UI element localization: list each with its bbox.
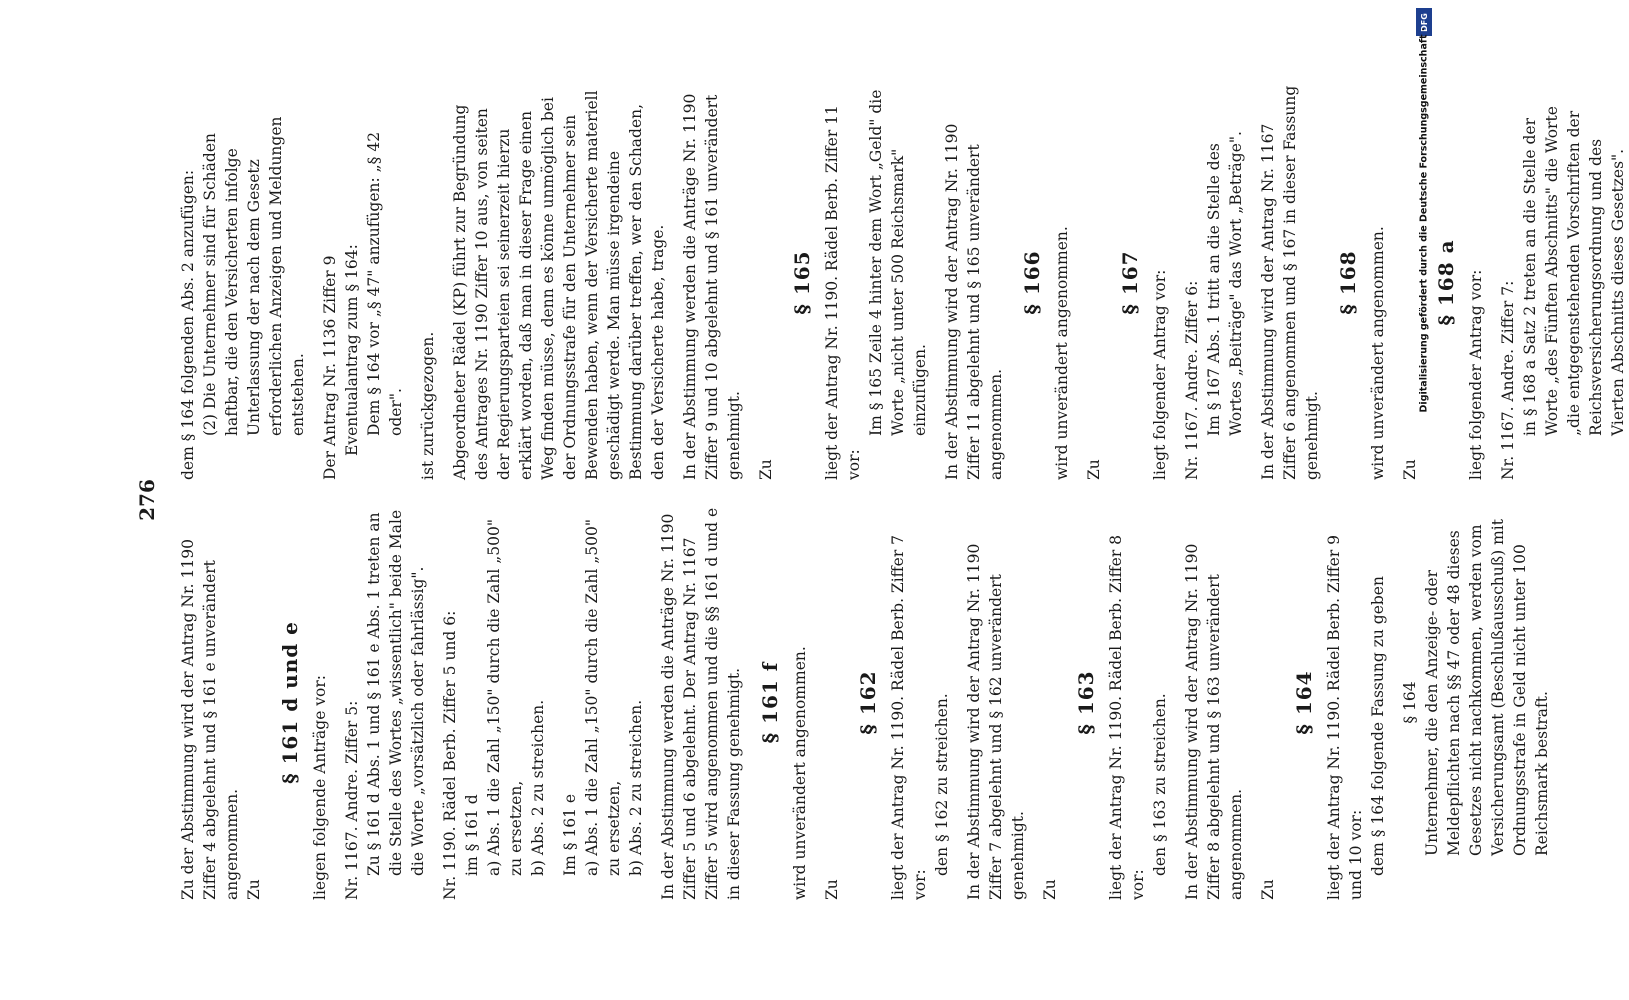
text-paragraph: dem § 164 folgenden Abs. 2 anzufügen: [179, 169, 197, 480]
text-paragraph: liegen folgende Anträge vor: [311, 674, 329, 900]
text-paragraph: In der Abstimmung werden die Anträge Nr. 1190 Ziffer 5 und 6 abgelehnt. Der Antrag Nr. 1167 Ziffer 5 wird angenommen und die §§ 161 d und e in dieser Fassung genehmigt. [659, 507, 743, 900]
dfg-logo-text: DFG [1419, 12, 1429, 32]
section-heading: § 161 f [758, 661, 782, 744]
text-paragraph: Eventualantrag zum § 164: [343, 244, 361, 456]
text-paragraph: liegt der Antrag Nr. 1190. Rädel Berb. Ziffer 11 vor: [823, 105, 863, 480]
page-number: 276 [135, 479, 159, 521]
text-paragraph: Nr. 1190. Rädel Berb. Ziffer 5 und 6: [441, 610, 459, 900]
text-paragraph: In der Abstimmung wird der Antrag Nr. 1190 Ziffer 11 abgelehnt und § 165 unverändert angenommen. [943, 123, 1005, 480]
text-paragraph: In der Abstimmung wird der Antrag Nr. 1190 Ziffer 8 abgelehnt und § 163 unverändert angenommen. [1183, 543, 1245, 900]
text-paragraph: a) Abs. 1 die Zahl „150" durch die Zahl „500" zu ersetzen, [583, 519, 623, 876]
text-paragraph: Zu [1259, 879, 1277, 900]
section-heading: § 162 [856, 670, 880, 735]
text-paragraph: im § 161 d [463, 794, 481, 876]
text-paragraph: In der Abstimmung wird der Antrag Nr. 1190 Ziffer 7 abgelehnt und § 162 unverändert genehmigt. [965, 543, 1027, 900]
text-paragraph: b) Abs. 2 zu streichen. [627, 699, 645, 876]
text-paragraph: (2) Die Unternehmer sind für Schäden haftbar, die den Versicherten infolge Unterlassung der nach dem Gesetz erforderlichen Anzeigen und Meldungen entstehen. [201, 116, 307, 436]
text-paragraph: Im § 161 e [561, 793, 579, 876]
text-paragraph: den § 162 zu streichen. [933, 693, 951, 876]
credit-text: Digitalisierung gefördert durch die Deutsche Forschungsgemeinschaft · [1418, 27, 1430, 413]
section-heading: § 168 [1336, 250, 1360, 315]
section-heading: § 166 [1020, 250, 1044, 315]
text-paragraph: Nr. 1167. Andre. Ziffer 7: [1499, 280, 1517, 480]
text-paragraph: Nr. 1167. Andre. Ziffer 5: [343, 700, 361, 900]
section-heading: § 165 [790, 250, 814, 315]
section-heading: § 161 d und e [278, 621, 302, 784]
text-paragraph: Zu der Abstimmung wird der Antrag Nr. 1190 Ziffer 4 abgelehnt und § 161 e unverändert angenommen. [179, 539, 241, 900]
text-paragraph: in § 168 a Satz 2 treten an die Stelle der Worte „des Fünften Abschnitts" die Worte „die entgegenstehenden Vorschriften der Reichsversicherungsordnung und des Vierten Abschnitts dieses Gesetzes". [1521, 106, 1627, 436]
text-paragraph: Zu § 161 d Abs. 1 und § 161 e Abs. 1 treten an die Stelle des Wortes „wissentlich" beide Male die Worte „vorsätzlich oder fahrlässig". [365, 509, 427, 876]
text-paragraph: Zu [1401, 459, 1419, 480]
text-paragraph: Der Antrag Nr. 1136 Ziffer 9 [321, 255, 339, 480]
text-paragraph: Zu [823, 879, 841, 900]
text-paragraph: Unternehmer, die den Anzeige- oder Meldepflichten nach §§ 47 oder 48 dieses Gesetzes nicht nachkommen, werden vom Versicherungsamt (Beschlußausschuß) mit Ordnungsstrafe in Geld nicht unter 100 Reichsmark bestraft. [1423, 519, 1551, 856]
text-paragraph: dem § 164 folgende Fassung zu geben [1369, 576, 1387, 876]
text-paragraph: In der Abstimmung wird der Antrag Nr. 1167 Ziffer 6 angenommen und § 167 in dieser Fassung genehmigt. [1259, 85, 1321, 480]
text-paragraph: Im § 167 Abs. 1 tritt an die Stelle des Wortes „Beiträge" das Wort „Beträge". [1205, 131, 1245, 436]
text-paragraph: wird unverändert angenommen. [791, 646, 809, 900]
text-paragraph: Zu [1041, 879, 1059, 900]
text-paragraph: Zu [757, 459, 775, 480]
text-paragraph: Nr. 1167. Andre. Ziffer 6: [1183, 280, 1201, 480]
section-heading: § 164 [1292, 670, 1316, 735]
text-paragraph: ist zurückgezogen. [419, 331, 437, 480]
section-heading: § 163 [1074, 670, 1098, 735]
text-paragraph: wird unverändert angenommen. [1369, 226, 1387, 480]
section-heading: § 167 [1118, 250, 1142, 315]
left-column [177, 505, 1553, 900]
text-paragraph: liegt folgender Antrag vor: [1151, 269, 1169, 480]
text-paragraph: Dem § 164 vor „§ 47" anzufügen: „§ 42 oder". [365, 131, 405, 436]
text-paragraph: In der Abstimmung werden die Anträge Nr. 1190 Ziffer 9 und 10 abgelehnt und § 161 unverändert genehmigt. [681, 93, 743, 480]
right-column [177, 85, 1629, 480]
text-paragraph: Zu [245, 879, 263, 900]
text-paragraph: liegt der Antrag Nr. 1190. Rädel Berb. Ziffer 8 vor: [1107, 534, 1147, 900]
text-paragraph: den § 163 zu streichen. [1151, 693, 1169, 876]
digitization-credit [1414, 0, 1434, 1000]
text-paragraph: liegt der Antrag Nr. 1190. Rädel Berb. Ziffer 7 vor: [889, 534, 929, 900]
text-paragraph: b) Abs. 2 zu streichen. [529, 699, 547, 876]
section-heading: § 168 a [1434, 239, 1458, 326]
text-paragraph: liegt folgender Antrag vor: [1467, 269, 1485, 480]
text-paragraph: liegt der Antrag Nr. 1190. Rädel Berb. Ziffer 9 und 10 vor: [1325, 534, 1365, 900]
text-paragraph: Im § 165 Zeile 4 hinter dem Wort „Geld" die Worte „nicht unter 500 Reichsmark" einzufügen. [867, 89, 929, 436]
text-paragraph: a) Abs. 1 die Zahl „150" durch die Zahl „500" zu ersetzen, [485, 519, 525, 876]
text-paragraph: Abgeordneter Rädel (KP) führt zur Begründung des Antrages Nr. 1190 Ziffer 10 aus, von seiten der Regierungsparteien sei seinerzeit hierzu erklärt worden, daß man in dieser Frage einen Weg finden müsse, denn es könne unmöglich bei der Ordnungsstrafe für den Unternehmer sein Bewenden haben, wenn der Versicherte materiell geschädigt werde. Man müsse irgendeine Bestimmung darüber treffen, wer den Schaden, den der Versicherte habe, trage. [451, 90, 667, 480]
text-paragraph: § 164 [1401, 681, 1419, 724]
text-paragraph: wird unverändert angenommen. [1053, 226, 1071, 480]
text-paragraph: Zu [1085, 459, 1103, 480]
